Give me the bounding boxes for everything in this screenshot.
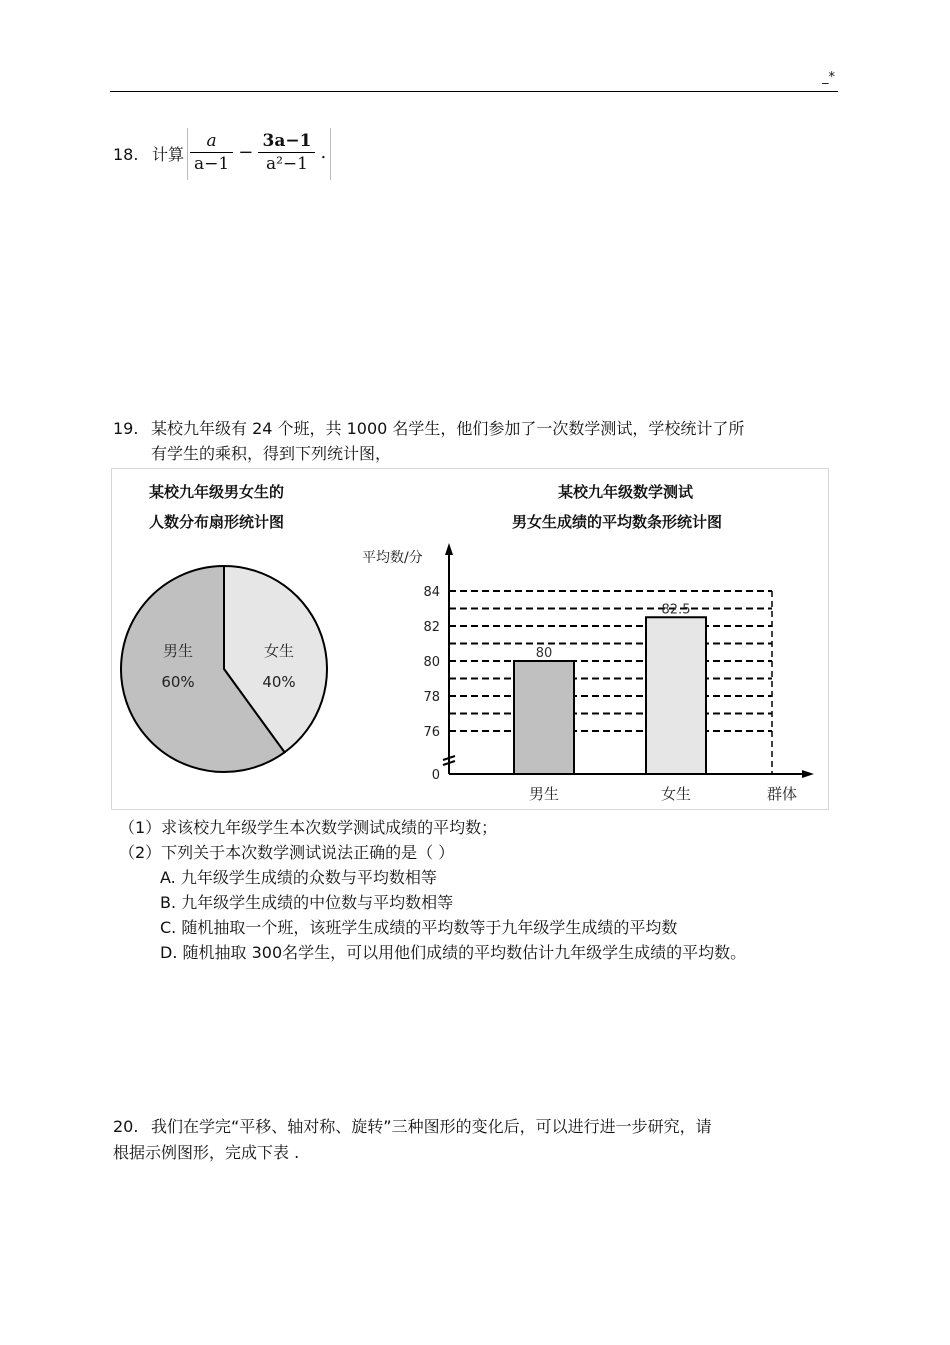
q18-frac2-numerator: 3a−1	[258, 130, 315, 153]
x-category-label-1: 女生	[660, 785, 692, 803]
q20-line-2: 根据示例图形，完成下表 .	[113, 1143, 300, 1162]
q19-option-d: D. 随机抽取 300名学生，可以用他们成绩的平均数估计九年级学生成绩的平均数。	[160, 943, 747, 962]
q18-period: .	[320, 142, 327, 163]
q19-sub-1: （1）求该校九年级学生本次数学测试成绩的平均数；	[119, 818, 498, 837]
y-tick-label-80: 80	[423, 655, 440, 670]
y-tick-label-84: 84	[423, 585, 440, 600]
bar-value-label-0: 80	[535, 646, 553, 661]
y-axis-arrow	[445, 543, 453, 555]
x-category-label-2: 群体	[766, 785, 798, 803]
q19-number: 19.	[113, 419, 139, 438]
y-tick-label-0: 0	[431, 768, 440, 783]
pie-title-line-2: 人数分布扇形统计图	[149, 513, 285, 531]
y-tick-label-82: 82	[423, 620, 440, 635]
x-axis-arrow	[802, 770, 814, 778]
y-axis-label: 平均数/分	[362, 550, 423, 566]
bar-title-line-2: 男女生成绩的平均数条形统计图	[512, 513, 723, 531]
q18-frac1-denominator: a−1	[194, 154, 230, 174]
q19-figure	[111, 468, 829, 810]
q18-expression	[187, 128, 331, 180]
header-rule	[110, 91, 838, 92]
q19-sub-2: （2）下列关于本次数学测试说法正确的是（ ）	[119, 843, 455, 862]
pie-value-male: 60%	[161, 673, 195, 691]
q18-fraction-2	[258, 130, 315, 175]
q18-frac1-numerator: a	[190, 130, 233, 153]
pie-title-line-1: 某校九年级男女生的	[149, 483, 285, 501]
q19-option-c: C. 随机抽取一个班，该班学生成绩的平均数等于九年级学生成绩的平均数	[160, 918, 678, 937]
q19-option-b: B. 九年级学生成绩的中位数与平均数相等	[160, 893, 454, 912]
bar-0	[514, 661, 574, 774]
x-category-label-0: 男生	[528, 785, 560, 803]
bar-1	[646, 617, 706, 774]
bar-value-label-1: 82.5	[661, 602, 691, 618]
q18-number: 18.	[113, 145, 139, 164]
q18-lead: 计算	[152, 145, 185, 164]
pie-label-female: 女生	[263, 642, 295, 660]
q18-minus: −	[238, 142, 254, 163]
pie-value-female: 40%	[262, 673, 296, 691]
q19-option-a: A. 九年级学生成绩的众数与平均数相等	[160, 868, 437, 887]
q20-number: 20.	[113, 1117, 139, 1136]
q20-line-1: 我们在学完“平移、轴对称、旋转”三种图形的变化后，可以进行进一步研究，请	[151, 1117, 712, 1136]
q18-frac2-denominator: a²−1	[265, 154, 308, 174]
bar-chart	[352, 539, 822, 809]
q19-line-2: 有学生的乘积，得到下列统计图，	[151, 444, 392, 463]
q19-line-1: 某校九年级有 24 个班，共 1000 名学生，他们参加了一次数学测试，学校统计了所	[151, 419, 745, 438]
header-mark: _*	[822, 70, 835, 85]
pie-label-male: 男生	[162, 642, 194, 660]
y-tick-label-76: 76	[423, 725, 440, 740]
y-tick-label-78: 78	[423, 690, 440, 705]
pie-chart	[112, 549, 342, 789]
bar-title-line-1: 某校九年级数学测试	[558, 483, 694, 501]
q18-fraction-1	[190, 130, 233, 175]
